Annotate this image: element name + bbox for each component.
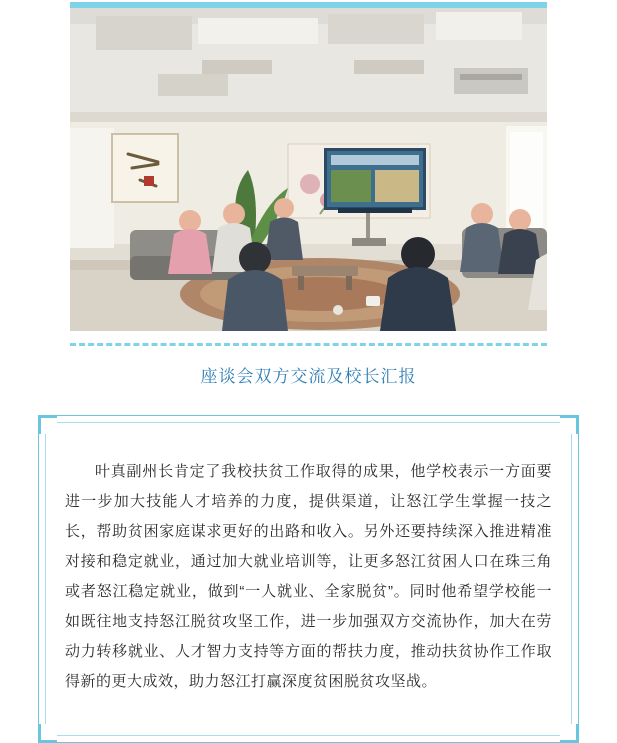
corner-top-left: [38, 415, 57, 434]
article-paragraph: 叶真副州长肯定了我校扶贫工作取得的成果，他学校表示一方面要进一步加大技能人才培养的力度，提供渠道，让怒江学生掌握一技之长，帮助贫困家庭谋求更好的出路和收入。另外还要持续深入推进精准对接和稳定就业，通过加大就业培训等，让更多怒江贫困人口在珠三角或者怒江稳定就业，做到“一人就业、全家脱贫”。同时他希望学校能一如既往地支持怒江脱贫攻坚工作，进一步加强双方交流协作，加大在劳动力转移就业、人才智力支持等方面的帮扶力度，推动扶贫协作工作取得新的更大成效，助力怒江打赢深度贫困脱贫攻坚战。: [65, 463, 552, 690]
corner-bottom-right: [560, 724, 579, 743]
photo-frame: [70, 8, 547, 331]
content-box-wrapper: [38, 415, 579, 743]
content-box: [38, 415, 579, 743]
meeting-photo: [70, 8, 547, 331]
figure-caption: 座谈会双方交流及校长汇报: [200, 367, 417, 386]
corner-bottom-left: [38, 724, 57, 743]
corner-top-right: [560, 415, 579, 434]
caption-divider: [70, 343, 547, 346]
